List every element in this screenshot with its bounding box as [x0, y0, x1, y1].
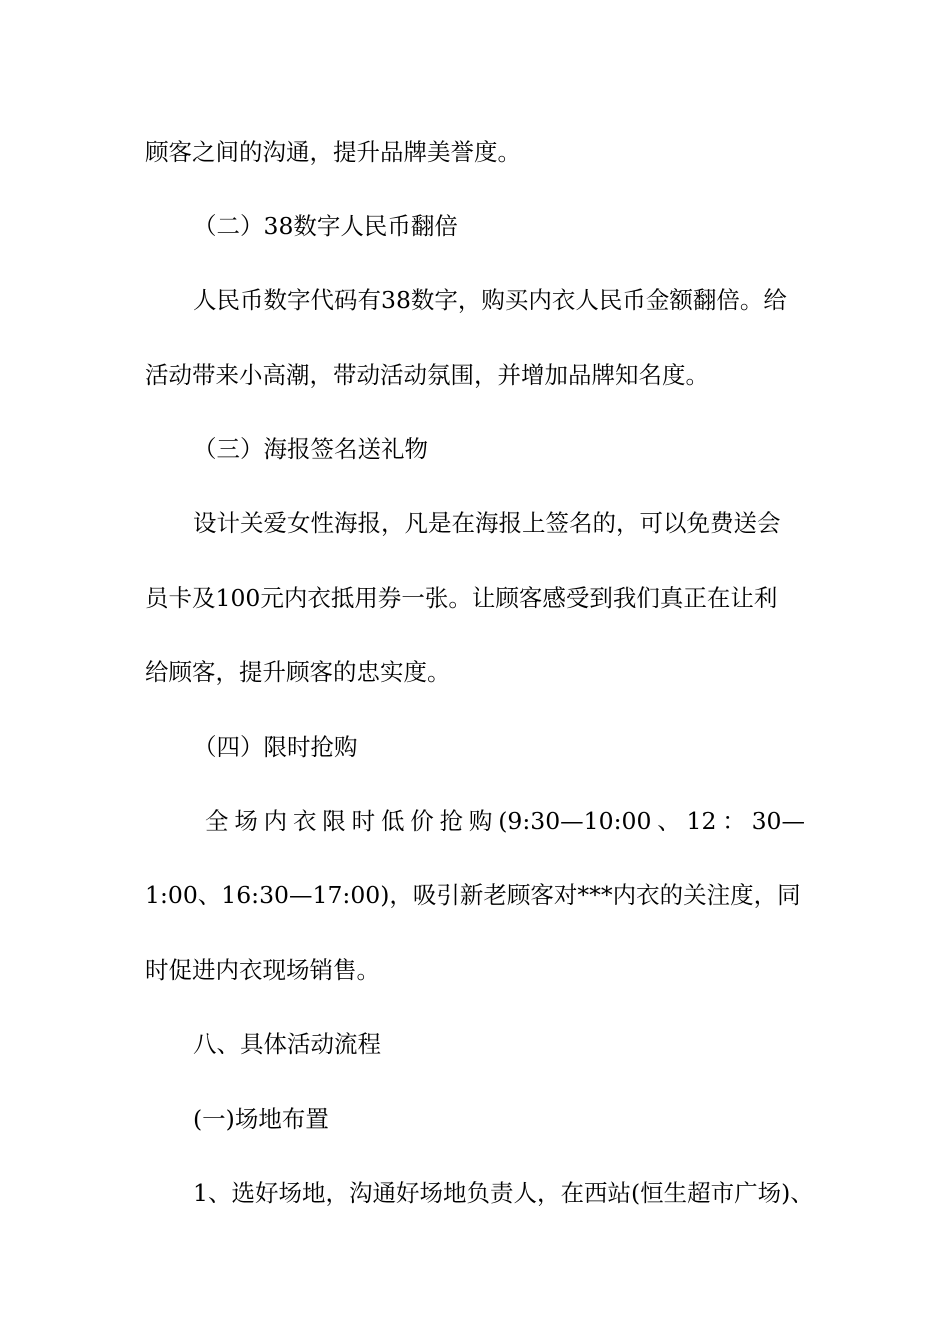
section-heading: 八、具体活动流程: [193, 1030, 381, 1058]
section-heading: （二）38数字人民币翻倍: [193, 212, 458, 240]
section-heading: （三）海报签名送礼物: [193, 435, 428, 463]
paragraph-line: 活动带来小高潮，带动活动氛围，并增加品牌知名度。: [145, 361, 709, 389]
subsection-heading: (一)场地布置: [193, 1105, 329, 1133]
section-heading: （四）限时抢购: [193, 733, 358, 761]
paragraph-line: 全场内衣限时低价抢购(9:30—10:00、12：30—: [205, 807, 805, 835]
paragraph-line: 1:00、16:30—17:00)，吸引新老顾客对***内衣的关注度，同: [145, 881, 801, 909]
paragraph-line: 给顾客，提升顾客的忠实度。: [145, 658, 451, 686]
paragraph-line: 员卡及100元内衣抵用券一张。让顾客感受到我们真正在让利: [145, 584, 778, 612]
paragraph-line: 1、选好场地，沟通好场地负责人，在西站(恒生超市广场)、: [193, 1179, 814, 1207]
paragraph-line: 设计关爱女性海报，凡是在海报上签名的，可以免费送会: [193, 509, 781, 537]
paragraph-line: 人民币数字代码有38数字，购买内衣人民币金额翻倍。给: [193, 286, 787, 314]
paragraph-line: 时促进内衣现场销售。: [145, 956, 380, 984]
paragraph-line: 顾客之间的沟通，提升品牌美誉度。: [145, 138, 521, 166]
